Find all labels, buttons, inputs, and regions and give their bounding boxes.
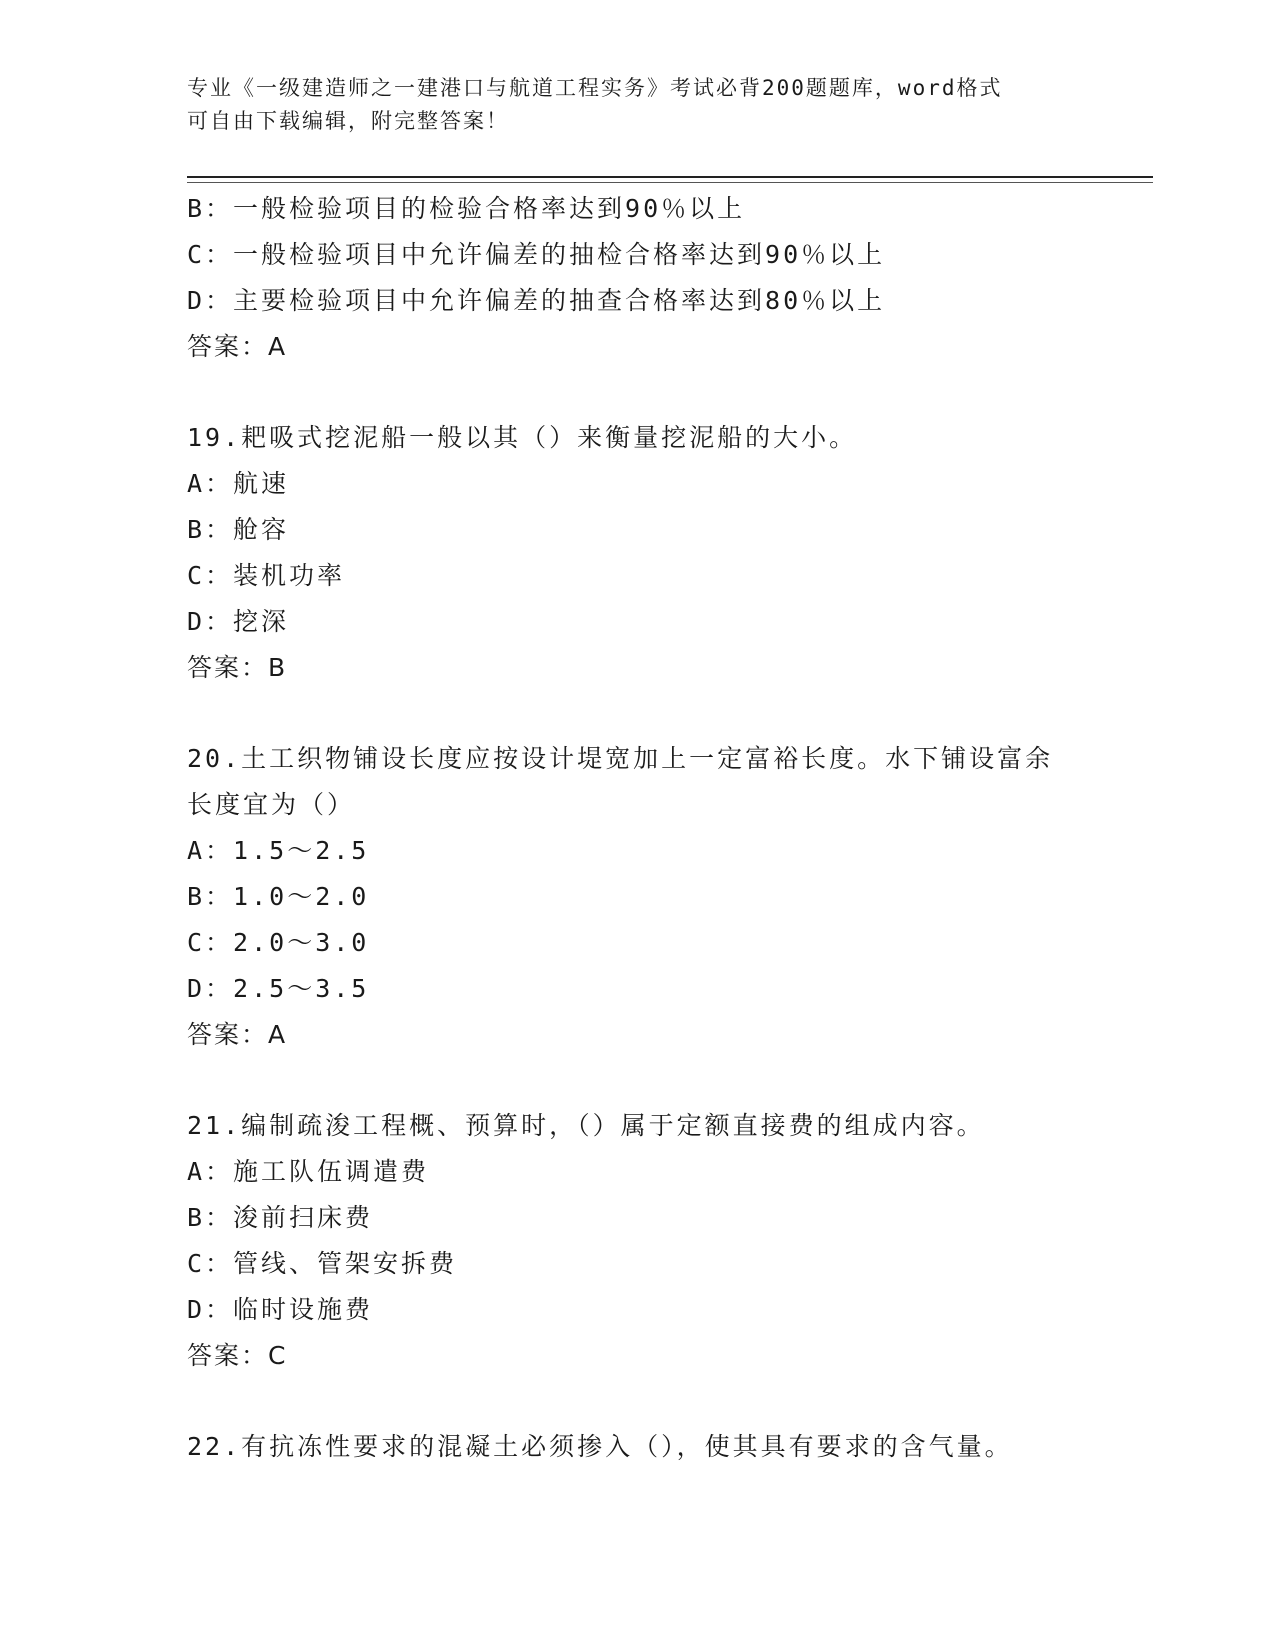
question-22 [187,1424,1087,1470]
question-stem: 21.编制疏浚工程概、预算时，（）属于定额直接费的组成内容。 [187,1111,985,1140]
option-b: B：浚前扫床费 [187,1203,374,1232]
option-d: D：2.5～3.5 [187,974,370,1003]
header-divider-thin [187,182,1153,183]
header-title-line-2: 可自由下载编辑，附完整答案！ [187,109,509,133]
document-header [187,72,1087,138]
option-b: B：一般检验项目的检验合格率达到90％以上 [187,194,746,223]
option-a: A：航速 [187,469,290,498]
question-list [187,186,1087,1470]
option-c: C：一般检验项目中允许偏差的抽检合格率达到90％以上 [187,240,886,269]
answer: 答案：A [187,332,288,361]
option-c: C：2.0～3.0 [187,928,370,957]
option-b: B：舱容 [187,515,290,544]
question-20 [187,736,1087,1058]
spacer [187,1379,1087,1424]
option-b: B：1.0～2.0 [187,882,370,911]
header-divider-thick [187,176,1153,178]
option-c: C：管线、管架安拆费 [187,1249,458,1278]
spacer [187,370,1087,415]
option-a: A：1.5～2.5 [187,836,370,865]
answer: 答案：C [187,1341,288,1370]
question-stem: 22.有抗冻性要求的混凝土必须掺入（），使其具有要求的含气量。 [187,1432,1013,1461]
question-stem: 19.耙吸式挖泥船一般以其（）来衡量挖泥船的大小。 [187,423,858,452]
option-c: C：装机功率 [187,561,346,590]
spacer [187,691,1087,736]
answer: 答案：A [187,1020,288,1049]
header-title-line-1: 专业《一级建造师之一建港口与航道工程实务》考试必背200题题库，word格式 [187,76,1003,100]
answer: 答案：B [187,653,288,682]
option-d: D：临时设施费 [187,1295,374,1324]
question-stem-line-1: 20.土工织物铺设长度应按设计堤宽加上一定富裕长度。水下铺设富余 [187,744,1054,773]
question-stem-line-2: 长度宜为（） [187,790,356,819]
spacer [187,1058,1087,1103]
question-19 [187,415,1087,691]
question-18-tail [187,186,1087,370]
option-d: D：挖深 [187,607,290,636]
option-a: A：施工队伍调遣费 [187,1157,430,1186]
option-d: D：主要检验项目中允许偏差的抽查合格率达到80％以上 [187,286,886,315]
question-21 [187,1103,1087,1379]
